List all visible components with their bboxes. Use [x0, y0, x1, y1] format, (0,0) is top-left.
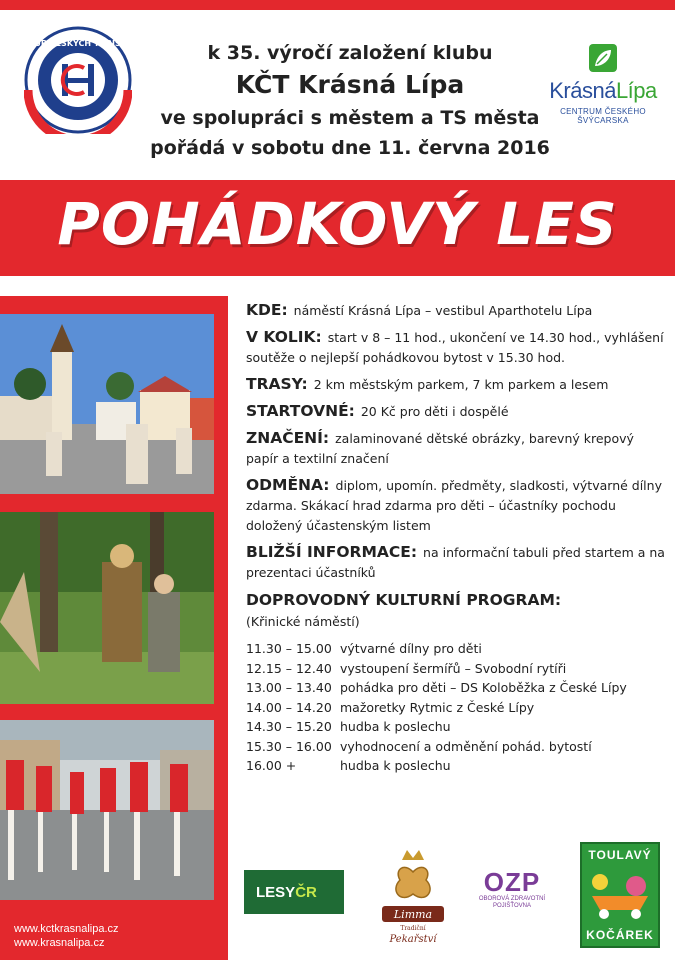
- ozp-subtitle: OBOROVÁ ZDRAVOTNÍ POJIŠŤOVNA: [478, 896, 546, 909]
- info-row-where: [246, 300, 666, 321]
- program-time: 12.15 – 12.40: [246, 660, 332, 676]
- event-header: [140, 40, 560, 163]
- program-text: výtvarné dílny pro děti: [340, 641, 482, 656]
- program-item: [246, 737, 666, 757]
- program-item: [246, 678, 666, 698]
- stroller-icon: [582, 866, 658, 922]
- lesy-logo-text: LESY: [256, 883, 296, 901]
- program-time: 15.30 – 16.00: [246, 738, 332, 754]
- limma-bakery-logo: [378, 846, 448, 946]
- info-value: 2 km městským parkem, 7 km parkem a lesem: [313, 377, 609, 392]
- program-time: 14.00 – 14.20: [246, 699, 332, 715]
- lesy-logo-cr: ČR: [295, 883, 317, 901]
- info-value: zalaminované dětské obrázky, barevný krepový papír a textilní značení: [246, 431, 634, 466]
- krasna-lipa-logo: [538, 44, 668, 124]
- event-details: [246, 300, 666, 776]
- toulavy-subtitle: KOČÁREK: [586, 928, 654, 942]
- leaf-icon: [589, 44, 617, 72]
- crown-icon: [402, 850, 424, 860]
- program-item: [246, 639, 666, 659]
- program-item: [246, 717, 666, 737]
- info-row-more-info: [246, 542, 666, 583]
- program-item: [246, 659, 666, 679]
- program-text: pohádka pro děti – DS Koloběžka z České Lípy: [340, 680, 627, 695]
- program-time: 16.00 +: [246, 758, 297, 773]
- pretzel-icon: [396, 867, 430, 897]
- program-title: DOPROVODNÝ KULTURNÍ PROGRAM:: [246, 591, 562, 609]
- anniversary-line: k 35. výročí založení klubu: [207, 42, 493, 64]
- info-value: 20 Kč pro děti i dospělé: [360, 404, 509, 419]
- kct-club-logo: [24, 26, 132, 134]
- program-text: vyhodnocení a odměnění pohád. bytostí: [340, 738, 592, 754]
- info-row-when: [246, 327, 666, 368]
- program-text: hudba k poslechu: [340, 719, 451, 734]
- ozp-name: OZP: [483, 867, 541, 897]
- limma-subtitle: Tradiční: [400, 925, 426, 932]
- info-value: start v 8 – 11 hod., ukončení ve 14.30 hod., vyhlášení soutěže o nejlepší pohádkovou bytost v 15.30 hod.: [246, 330, 664, 365]
- info-key: KDE:: [246, 301, 288, 319]
- info-key: STARTOVNÉ:: [246, 402, 355, 420]
- cooperation-line: ve spolupráci s městem a TS města: [160, 107, 540, 129]
- program-item: [246, 756, 666, 776]
- website-links: [14, 922, 119, 950]
- kct-website-link[interactable]: www.kctkrasnalipa.cz: [14, 923, 119, 935]
- limma-name: Limma: [393, 908, 433, 921]
- ozp-insurance-logo: [470, 868, 554, 918]
- town-name-part2: Lípa: [615, 78, 657, 103]
- lesy-cr-logo: [244, 870, 344, 914]
- info-key: V KOLIK:: [246, 328, 322, 346]
- info-row-routes: [246, 374, 666, 395]
- town-website-link[interactable]: www.krasnalipa.cz: [14, 937, 105, 949]
- program-time: 13.00 – 13.40: [246, 680, 332, 695]
- program-time: 14.30 – 15.20: [246, 719, 332, 734]
- program-text: mažoretky Rytmic z České Lípy: [340, 699, 535, 715]
- town-name-part1: Krásná: [549, 78, 616, 103]
- info-value: na informační tabuli před startem a na prezentaci účastníků: [246, 545, 665, 580]
- organizer-name: KČT Krásná Lípa: [235, 70, 465, 99]
- program-list: [246, 639, 666, 776]
- fairytale-characters-photo: [0, 512, 214, 704]
- toulavy-title: TOULAVÝ: [588, 848, 652, 862]
- program-time: 11.30 – 15.00: [246, 641, 332, 656]
- info-row-reward: [246, 475, 666, 536]
- program-text: vystoupení šermířů – Svobodní rytíři: [340, 660, 567, 676]
- limma-bakery: Pekařství: [389, 934, 437, 945]
- info-key: ODMĚNA:: [246, 476, 330, 494]
- program-location: (Křinické náměstí): [246, 614, 360, 629]
- info-key: TRASY:: [246, 375, 308, 393]
- program-text: hudba k poslechu: [340, 758, 451, 773]
- info-row-marking: [246, 428, 666, 469]
- toulavy-kocarek-logo: [580, 842, 660, 948]
- program-item: [246, 698, 666, 718]
- kct-logo-text: KLUB ČESKÝCH TURISTŮ: [24, 39, 132, 48]
- info-value: diplom, upomín. předměty, sladkosti, výtvarné dílny zdarma. Skákací hrad zdarma pro děti – účastníky pochodu doložený účastenským listem: [246, 478, 662, 533]
- event-title: POHÁDKOVÝ LES: [57, 190, 618, 258]
- majorettes-photo: [0, 720, 214, 900]
- info-key: BLIŽŠÍ INFORMACE:: [246, 543, 418, 561]
- date-line: pořádá v sobotu dne 11. června 2016: [150, 137, 550, 159]
- info-key: ZNAČENÍ:: [246, 429, 330, 447]
- town-logo-subtitle: CENTRUM ČESKÉHO ŠVÝCARSKA: [560, 107, 646, 125]
- top-stripe: [0, 0, 675, 10]
- info-row-fee: [246, 401, 666, 422]
- town-square-photo: [0, 314, 214, 494]
- info-value: náměstí Krásná Lípa – vestibul Aparthotelu Lípa: [293, 303, 593, 318]
